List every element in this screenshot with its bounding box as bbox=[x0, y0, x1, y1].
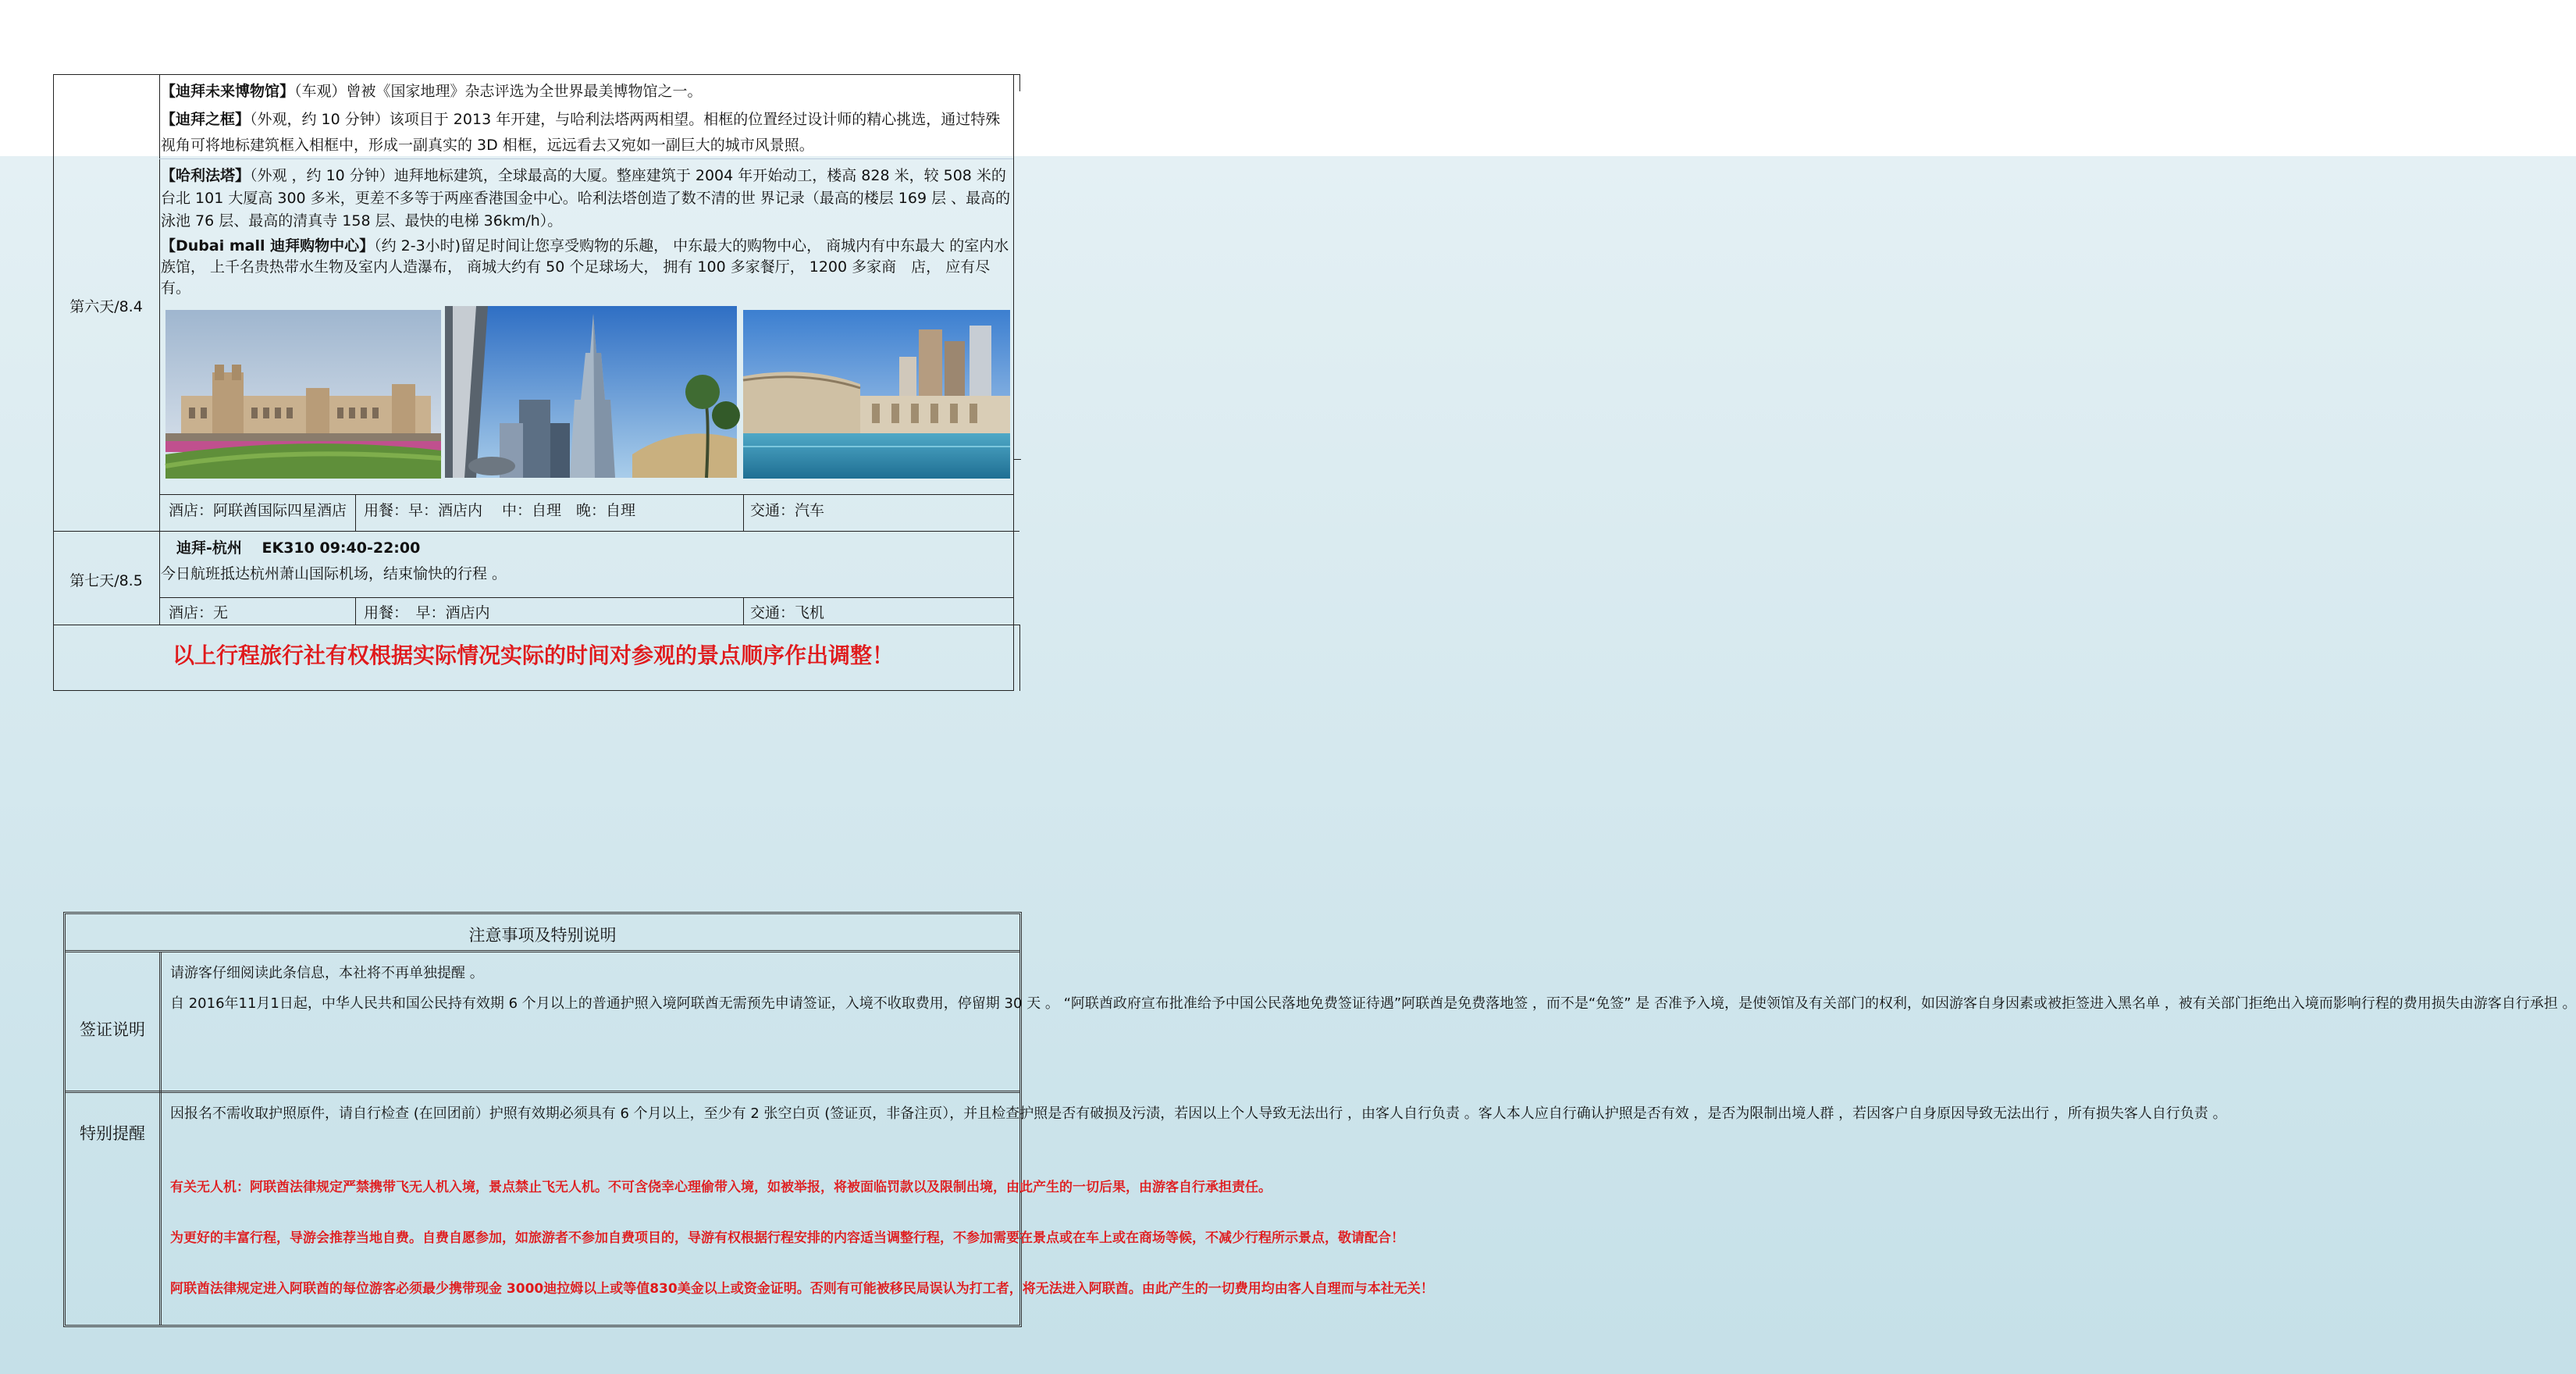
day6-item-3 bbox=[161, 165, 1012, 233]
day6-hotel: 酒店：阿联酋国际四星酒店 bbox=[169, 502, 347, 519]
special-cash-warning: 阿联酋法律规定进入阿联酋的每位游客必须最少携带现金 3000迪拉姆以上或等值830美金以上或资金证明。否则有可能被移民局误认为打工者，将无法进入阿联酋。由此产生的一切费用均由客人自理而与本社无关！ bbox=[170, 1281, 1434, 1297]
item-text: （约 2-3小时)留足时间让您享受购物的乐趣， 中东最大的购物中心， 商城内有中东最大 的室内水族馆， 上千名贵热带水生物及室内人造瀑布， 商城大约有 50 个足球场大， 拥有 100 多家餐厅， 1200 多家商 店， 应有尽有。 bbox=[161, 237, 1009, 297]
item-title: 【Dubai mall 迪拜购物中心】 bbox=[161, 237, 375, 255]
visa-label: 签证说明 bbox=[80, 1020, 145, 1039]
day6-transport: 交通：汽车 bbox=[750, 502, 825, 519]
visa-line-1: 请游客仔细阅读此条信息，本社将不再单独提醒 。 bbox=[170, 965, 484, 981]
special-text: 因报名不需收取护照原件，请自行检查 (在回团前）护照有效期必须具有 6 个月以上，至少有 2 张空白页 (签证页，非备注页），并且检查护照是否有破损及污渍，若因以上个人导致无法出行 ，由客人自行负责 。客人本人应自行确认护照是否有效 ，是否为限制出境人群 ，若因客户自身原因导致无法出行 ，所有损失客人自行负责 。 bbox=[170, 1105, 2227, 1122]
day7-flight: 迪拜-杭州 EK310 09:40-22:00 bbox=[176, 539, 421, 557]
dubai-mall-photo bbox=[743, 310, 1010, 479]
day6-item-1 bbox=[161, 80, 1012, 103]
day7-label: 第七天/8.5 bbox=[69, 572, 143, 589]
item-title: 【迪拜未来博物馆】 bbox=[161, 83, 295, 100]
item-text: （车观）曾被《国家地理》杂志评选为全世界最美博物馆之一。 bbox=[294, 83, 703, 100]
notes-title: 注意事项及特别说明 bbox=[468, 926, 617, 945]
day7-text: 今日航班抵达杭州萧山国际机场，结束愉快的行程 。 bbox=[161, 565, 507, 582]
item-text: （外观，约 10 分钟）该项目于 2013 年开建，与哈利法塔两两相望。相框的位置经过设计师的精心挑选，通过特殊视角可将地标建筑框入相框中，形成一副真实的 3D 相框，远远看去又宛如一副巨大的城市风景照。 bbox=[161, 111, 1001, 154]
item-title: 【哈利法塔】 bbox=[161, 167, 251, 184]
special-drone-warning: 有关无人机：阿联酋法律规定严禁携带飞无人机入境，景点禁止飞无人机。不可含侥幸心理偷带入境，如被举报，将被面临罚款以及限制出境，由此产生的一切后果，由游客自行承担责任。 bbox=[170, 1180, 1272, 1195]
day6-meals: 用餐：早：酒店内 中：自理 晚：自理 bbox=[364, 502, 636, 519]
special-self-pay-warning: 为更好的丰富行程，导游会推荐当地自费。自费自愿参加，如旅游者不参加自费项目的，导游有权根据行程安排的内容适当调整行程，不参加需要在景点或在车上或在商场等候，不减少行程所示景点，敬请配合！ bbox=[170, 1230, 1404, 1246]
day7-transport: 交通：飞机 bbox=[750, 604, 825, 621]
day6-label: 第六天/8.4 bbox=[69, 298, 143, 315]
day7-hotel: 酒店：无 bbox=[169, 604, 229, 621]
day7-meals: 用餐： 早：酒店内 bbox=[364, 604, 490, 621]
item-text: （外观 ，约 10 分钟）迪拜地标建筑，全球最高的大厦。整座建筑于 2004 年开始动工，楼高 828 米，较 508 米的台北 101 大厦高 300 多米，更差不多等于两座香港国金中心。哈利法塔创造了数不清的世 界记录（最高的楼层 169 层 、最高的泳池 76 层、最高的清真寺 158 层、最快的电梯 36km/h）。 bbox=[161, 167, 1011, 230]
item-title: 【迪拜之框】 bbox=[161, 111, 251, 128]
itinerary-adjust-notice: 以上行程旅行社有权根据实际情况实际的时间对参观的景点顺序作出调整！ bbox=[172, 643, 894, 668]
day6-item-2 bbox=[161, 107, 1012, 158]
sharjah-central-souq-photo bbox=[165, 310, 441, 479]
day6-item-4 bbox=[161, 236, 1012, 299]
special-label: 特别提醒 bbox=[80, 1124, 145, 1143]
burj-khalifa-photo bbox=[445, 306, 737, 478]
visa-line-2: 自 2016年11月1日起，中华人民共和国公民持有效期 6 个月以上的普通护照入境阿联酋无需预先申请签证，入境不收取费用，停留期 30 天 。 “阿联酋政府宣布批准给予中国公民落地免费签证待遇”阿联酋是免费落地签 ，而不是“免签” 是 否准予入境，是使领馆及有关部门的权利，如因游客自身因素或被拒签进入黑名单 ，被有关部门拒绝出入境而影响行程的费用损失由游客自行承担 。 bbox=[170, 995, 2576, 1012]
